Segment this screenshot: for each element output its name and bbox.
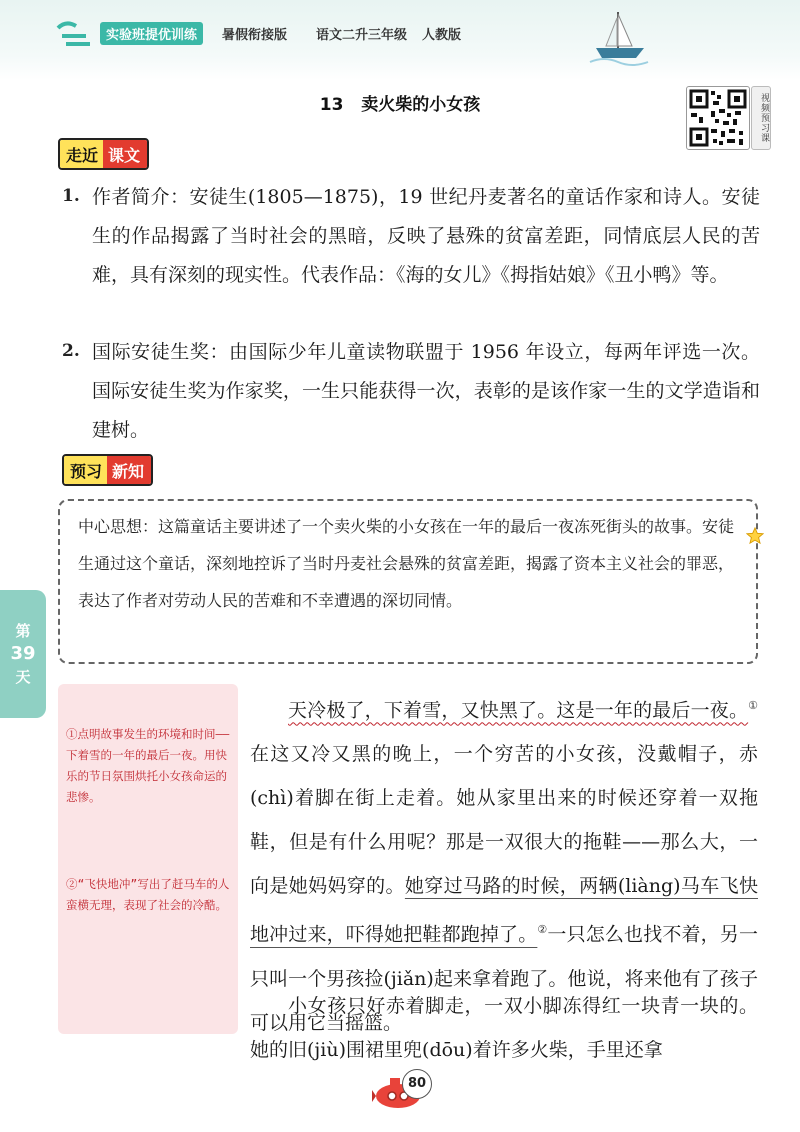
marked-text-2: 她穿过马路的时候，两辆(liàng)马车飞快地冲过来，吓得她把鞋都跑掉了。 [250, 875, 758, 946]
marked-text-1: 天冷极了，下着雪，又快黑了。这是一年的最后一夜。 [288, 699, 749, 722]
day-tab [0, 590, 46, 718]
series-logo-icon [56, 18, 92, 48]
annotation-2: ②“飞快地冲”写出了赶马车的人蛮横无理，表现了社会的冷酷。 [66, 877, 230, 912]
star-icon [746, 527, 764, 545]
item-number-2: 2. [62, 341, 80, 361]
sailboat-icon [588, 8, 650, 68]
annotation-1: ①点明故事发生的环境和时间——下着雪的一年的最后一夜。用快乐的节日氛围烘托小女孩命运的悲惨。 [66, 727, 230, 804]
story-text-2: 一只怎么也找不着，另一只叫一个男孩捡(jiǎn)起来拿着跑了。他说，将来他有了孩子可以用它当摇篮。 [250, 923, 758, 1034]
page-header [0, 0, 800, 80]
award-intro: 国际安徒生奖：由国际少年儿童读物联盟于 1956 年设立，每两年评选一次。国际安徒生奖为作家奖，一生只能获得一次，表彰的是该作家一生的文学造诣和建树。 [92, 341, 760, 441]
note-ref-2: ② [537, 923, 548, 937]
section-tag-preview [62, 454, 153, 486]
qr-code-icon [687, 87, 749, 149]
day-tab-number: 39 [10, 643, 36, 664]
qr-label: 视频预习课 [751, 86, 771, 150]
section-tag-intro-a: 走近 [60, 140, 103, 168]
lesson-name: 卖火柴的小女孩 [361, 95, 481, 115]
qr-code[interactable] [686, 86, 750, 150]
lesson-title [0, 90, 800, 115]
story-paragraph-2: 小女孩只好赤着脚走，一双小脚冻得红一块青一块的。她的旧(jiù)围裙里兜(dōu)着许多火柴，手里还拿 [250, 995, 758, 1061]
series-edition: 暑假衔接版 [222, 28, 288, 43]
story-text-1: 在这又冷又黑的晚上，一个穷苦的小女孩，没戴帽子，赤(chì)着脚在街上走着。她从家里出来的时候还穿着一双拖鞋，但是有什么用呢？那是一双很大的拖鞋——那么大，一向是她妈妈穿的。 [250, 743, 758, 898]
item-number-1: 1. [62, 186, 80, 206]
section-tag-intro-b: 课文 [103, 140, 147, 168]
section-tag-intro [58, 138, 149, 170]
section-tag-preview-b: 新知 [107, 456, 151, 484]
page-number: 80 [402, 1069, 432, 1099]
author-intro: 作者简介：安徒生(1805—1875)，19 世纪丹麦著名的童话作家和诗人。安徒生的作品揭露了当时社会的黑暗，反映了悬殊的贫富差距，同情底层人民的苦难，具有深刻的现实性。代表作品：《海的女儿》《拇指姑娘》《丑小鸭》等。 [92, 186, 760, 286]
note-ref-1: ① [748, 699, 758, 712]
series-brand: 实验班提优训练 [100, 22, 203, 45]
lesson-number: 13 [319, 95, 344, 115]
publisher-edition: 人教版 [422, 28, 462, 43]
subject-grade: 语文二升三年级 [316, 28, 408, 43]
section-tag-preview-a: 预习 [64, 456, 107, 484]
day-tab-prefix: 第 [15, 622, 31, 640]
central-idea: 中心思想：这篇童话主要讲述了一个卖火柴的小女孩在一年的最后一夜冻死街头的故事。安徒生通过这个童话，深刻地控诉了当时丹麦社会悬殊的贫富差距，揭露了资本主义社会的罪恶，表达了作者对劳动人民的苦难和不幸遭遇的深切同情。 [78, 517, 735, 610]
day-tab-suffix: 天 [15, 668, 31, 686]
